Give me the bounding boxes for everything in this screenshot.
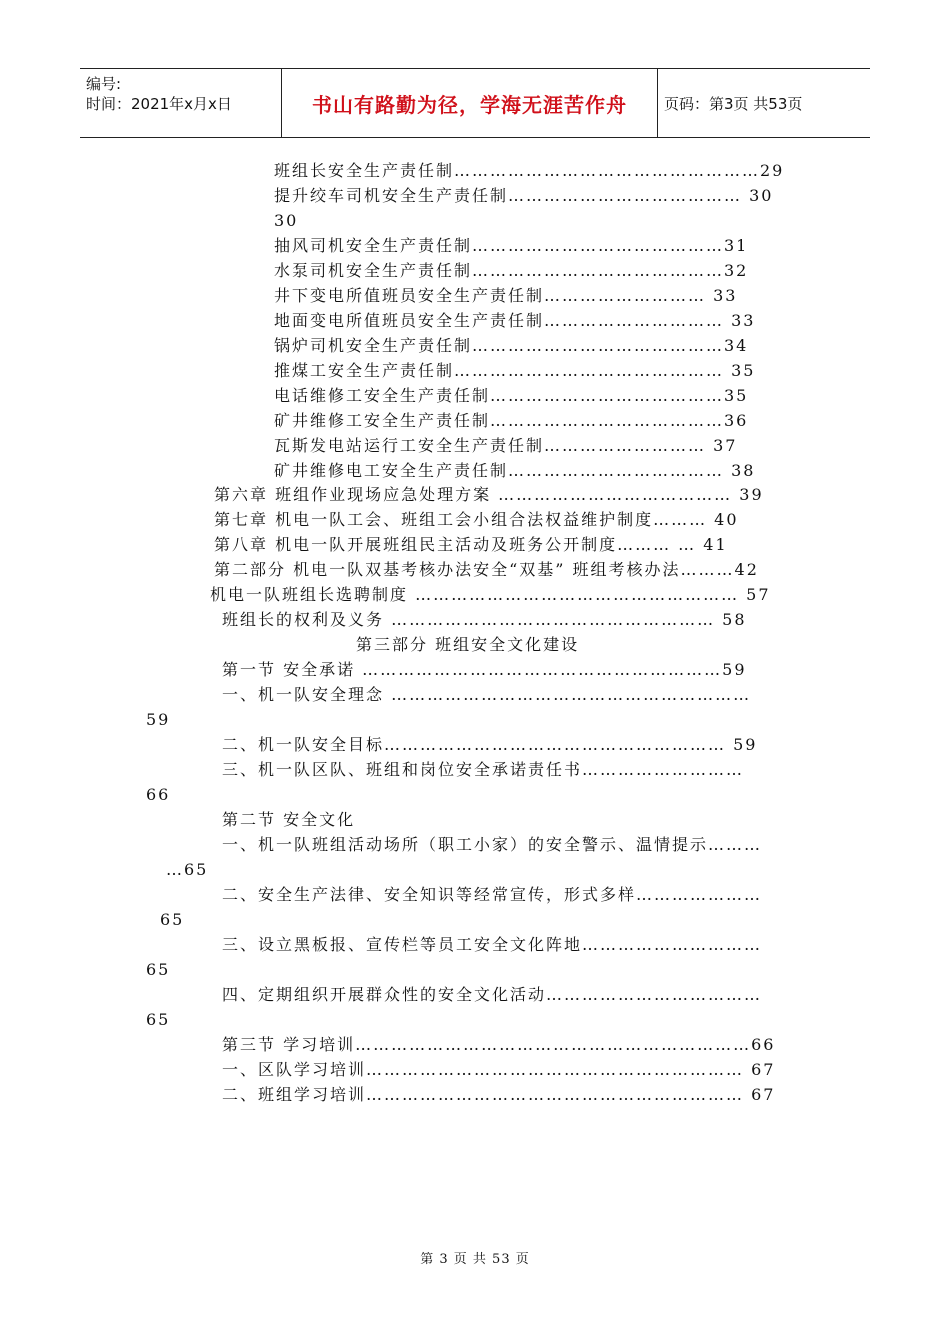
toc-entry: 一、机一队安全理念 ……………………………………………………: [222, 685, 752, 704]
toc-entry: 锅炉司机安全生产责任制……………………………………34: [274, 336, 749, 355]
toc-entry: 矿井维修工安全生产责任制…………………………………36: [274, 411, 749, 430]
toc-entry: 第七章 机电一队工会、班组工会小组合法权益维护制度……… 40: [214, 510, 739, 529]
toc-entry: 地面变电所值班员安全生产责任制………………………… 33: [274, 311, 756, 330]
toc-entry: 第二部分 机电一队双基考核办法安全“双基” 班组考核办法………42: [214, 560, 759, 579]
footer-page-number: 第 3 页 共 53 页: [420, 1252, 530, 1267]
toc-entry: 井下变电所值班员安全生产责任制……………………… 33: [274, 286, 738, 305]
toc-entry: 水泵司机安全生产责任制……………………………………32: [274, 261, 749, 280]
page-footer: [0, 1248, 950, 1267]
toc-entry: 推煤工安全生产责任制……………………………………… 35: [274, 361, 756, 380]
header-number-label: 编号:: [86, 75, 122, 93]
toc-entry: 电话维修工安全生产责任制…………………………………35: [274, 386, 749, 405]
toc-entry: 提升绞车司机安全生产责任制………………………………… 30: [274, 186, 774, 205]
toc-entry: 三、机一队区队、班组和岗位安全承诺责任书………………………: [222, 760, 745, 779]
toc-entry: 59: [146, 710, 171, 729]
toc-entry: 矿井维修电工安全生产责任制……………………………… 38: [274, 461, 756, 480]
toc-entry: 机电一队班组长选聘制度 ……………………………………………… 57: [210, 585, 771, 604]
toc-entry: 第六章 班组作业现场应急处理方案 ………………………………… 39: [214, 485, 764, 504]
toc-entry: 二、安全生产法律、安全知识等经常宣传，形式多样…………………: [222, 885, 763, 904]
toc-entry: 二、班组学习培训……………………………………………………… 67: [222, 1085, 776, 1104]
header-page-label: 页码：第3页 共53页: [664, 94, 803, 113]
toc-entry: 一、区队学习培训……………………………………………………… 67: [222, 1060, 776, 1079]
toc-entry: 第三节 学习培训…………………………………………………………66: [222, 1035, 776, 1054]
toc-entry: 三、设立黑板报、宣传栏等员工安全文化阵地…………………………: [222, 935, 763, 954]
toc-entry: 四、定期组织开展群众性的安全文化活动………………………………: [222, 985, 763, 1004]
toc-entry: 65: [160, 910, 185, 929]
toc-entry: 一、机一队班组活动场所（职工小家）的安全警示、温情提示………: [222, 835, 763, 854]
toc-entry: 第一节 安全承诺 ……………………………………………………59: [222, 660, 747, 679]
toc-entry: 30: [274, 211, 299, 230]
toc-entry: …65: [166, 860, 209, 879]
toc-entry: 66: [146, 785, 171, 804]
toc-entry: 班组长的权利及义务 ……………………………………………… 58: [222, 610, 747, 629]
toc-entry: 抽风司机安全生产责任制……………………………………31: [274, 236, 749, 255]
header-motto: 书山有路勤为径，学海无涯苦作舟: [312, 92, 627, 117]
toc-entry: 瓦斯发电站运行工安全生产责任制……………………… 37: [274, 436, 738, 455]
toc-entry: 65: [146, 1010, 171, 1029]
header-time-label: 时间：2021年x月x日: [86, 95, 232, 113]
toc-entry: 第二节 安全文化: [222, 810, 356, 829]
toc-entry: 二、机一队安全目标………………………………………………… 59: [222, 735, 758, 754]
toc-entry: 第八章 机电一队开展班组民主活动及班务公开制度……… … 41: [214, 535, 728, 554]
toc-entry: 班组长安全生产责任制……………………………………………29: [274, 161, 785, 180]
toc-entry: 65: [146, 960, 171, 979]
toc-section-heading: 第三部分 班组安全文化建设: [356, 635, 580, 654]
